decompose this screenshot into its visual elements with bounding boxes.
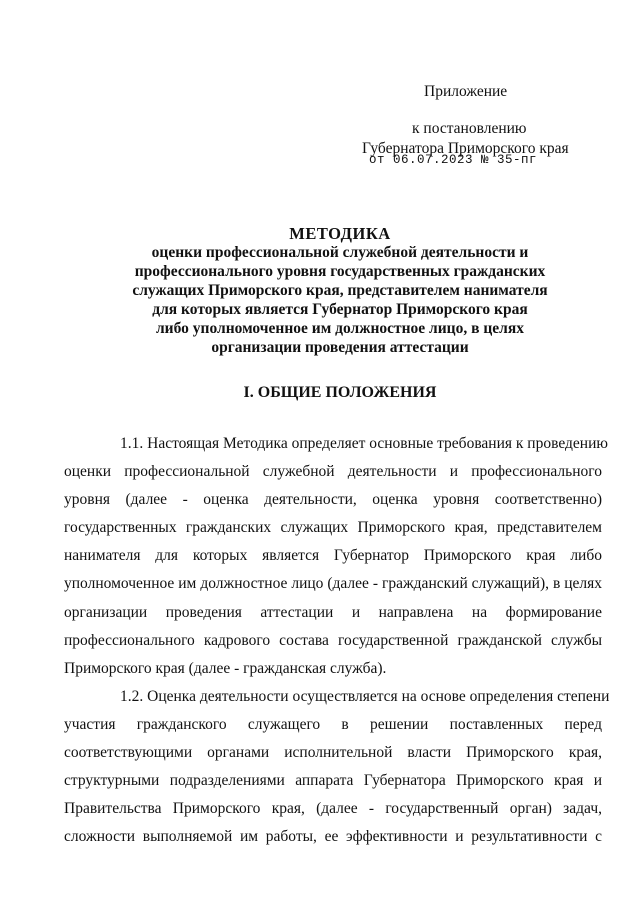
paragraph-1-1 xyxy=(64,430,608,683)
method-subtitle-line: для которых является Губернатор Приморского края xyxy=(152,301,528,318)
paragraph-line: уполномоченное им должностное лицо (далее - гражданский служащий), в целях xyxy=(64,575,602,593)
section-heading: I. ОБЩИЕ ПОЛОЖЕНИЯ xyxy=(243,384,437,401)
paragraph-line: профессионального кадрового состава государственной гражданской службы xyxy=(64,631,602,649)
paragraph-1-2 xyxy=(64,683,610,852)
paragraph-line: организации проведения аттестации и направлена на формирование xyxy=(64,603,602,621)
paragraph-line: 1.1. Настоящая Методика определяет основные требования к проведению xyxy=(120,435,608,452)
annex-date-number: от 06.07.2023 № 35-пг xyxy=(369,153,538,167)
paragraph-line: Правительства Приморского края, (далее - государственный орган) задач, xyxy=(64,800,602,818)
method-title-block xyxy=(60,224,620,357)
method-title: МЕТОДИКА xyxy=(289,224,391,243)
paragraph-line: 1.2. Оценка деятельности осуществляется на основе определения степени xyxy=(120,687,610,705)
body-text xyxy=(64,430,610,851)
annex-reference-line: к постановлению xyxy=(412,120,527,137)
paragraph-line: соответствующими органами исполнительной власти Приморского края, xyxy=(64,744,602,762)
paragraph-line: уровня (далее - оценка деятельности, оценка уровня соответственно) xyxy=(64,491,602,509)
paragraph-line: оценки профессиональной служебной деятельности и профессионального xyxy=(64,463,602,481)
paragraph-line: Приморского края (далее - гражданская служба). xyxy=(64,659,387,677)
method-subtitle-line: либо уполномоченное им должностное лицо, в целях xyxy=(155,320,525,337)
paragraph-line: нанимателя для которых является Губернатор Приморского края либо xyxy=(64,547,602,565)
paragraph-line: сложности выполняемой им работы, ее эффективности и результативности с xyxy=(64,828,602,846)
method-subtitle-line: оценки профессиональной служебной деятельности и xyxy=(151,244,529,261)
paragraph-line: структурными подразделениями аппарата Губернатора Приморского края и xyxy=(64,772,602,790)
method-subtitle-line: профессионального уровня государственных гражданских xyxy=(134,263,546,280)
paragraph-line: участия гражданского служащего в решении поставленных перед xyxy=(64,715,602,733)
method-subtitle-line: организации проведения аттестации xyxy=(211,339,469,356)
annex-authority-line: Губернатора Приморского края xyxy=(362,140,569,157)
method-subtitle-line: служащих Приморского края, представителем нанимателя xyxy=(132,282,548,299)
annex-title: Приложение xyxy=(424,83,508,100)
paragraph-line: государственных гражданских служащих Приморского края, представителем xyxy=(64,519,602,537)
